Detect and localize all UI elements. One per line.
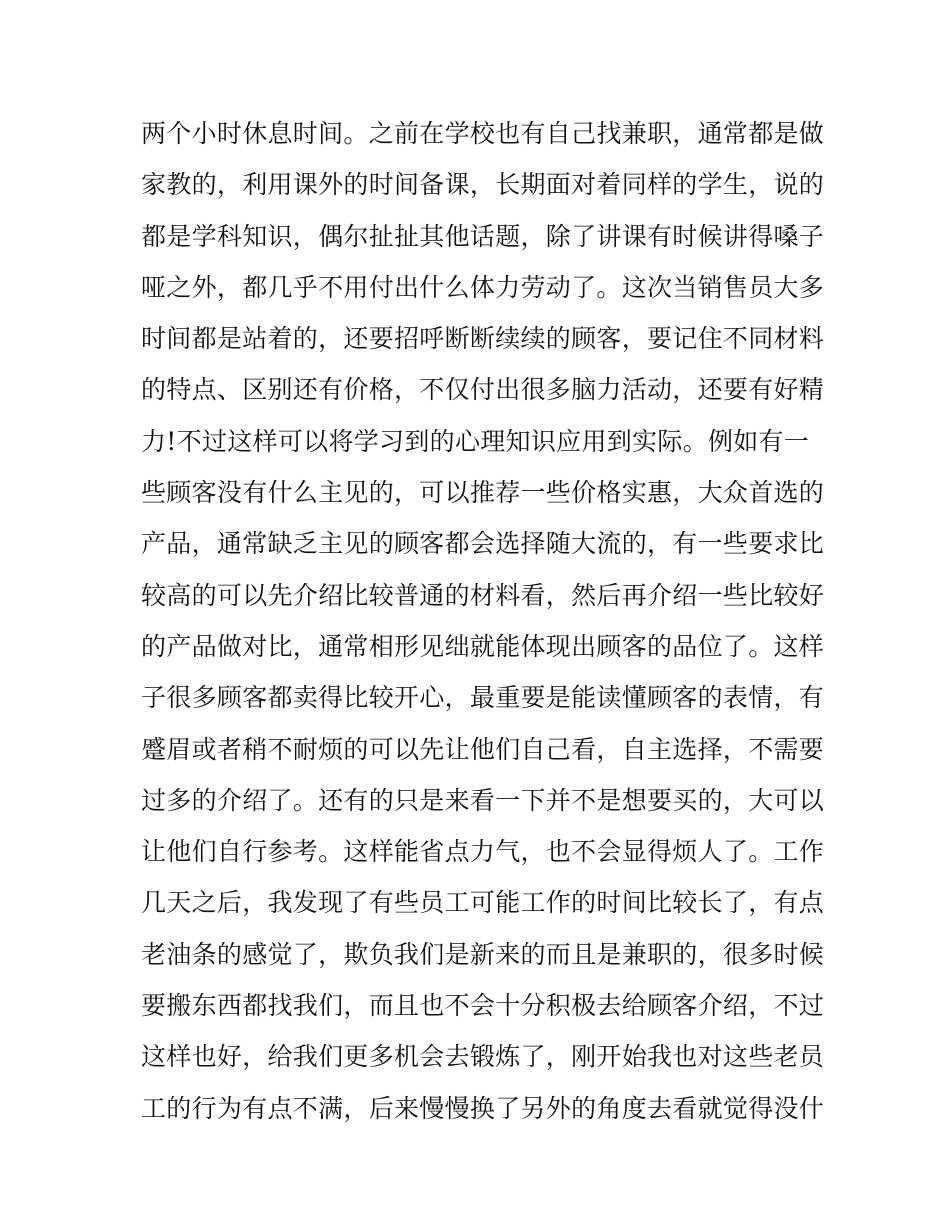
text-line: 让他们自行参考。这样能省点力气，也不会显得烦人了。工作 [141, 837, 825, 867]
text-line: 蹙眉或者稍不耐烦的可以先让他们自己看，自主选择，不需要 [141, 734, 825, 764]
text-line: 老油条的感觉了，欺负我们是新来的而且是兼职的，很多时候 [141, 939, 825, 969]
text-line: 几天之后，我发现了有些员工可能工作的时间比较长了，有点 [141, 888, 825, 918]
text-line: 要搬东西都找我们，而且也不会十分积极去给顾客介绍，不过 [141, 991, 825, 1021]
text-line: 产品，通常缺乏主见的顾客都会选择随大流的，有一些要求比 [141, 529, 825, 559]
text-line: 的特点、区别还有价格，不仅付出很多脑力活动，还要有好精 [141, 375, 825, 405]
text-line: 较高的可以先介绍比较普通的材料看，然后再介绍一些比较好 [141, 580, 825, 610]
text-line: 时间都是站着的，还要招呼断断续续的顾客，要记住不同材料 [141, 324, 825, 354]
text-line: 家教的，利用课外的时间备课，长期面对着同样的学生，说的 [141, 170, 825, 200]
text-line: 些顾客没有什么主见的，可以推荐一些价格实惠，大众首选的 [141, 478, 825, 508]
text-line: 这样也好，给我们更多机会去锻炼了，刚开始我也对这些老员 [141, 1042, 825, 1072]
text-line: 的产品做对比，通常相形见绌就能体现出顾客的品位了。这样 [141, 631, 825, 661]
text-line: 子很多顾客都卖得比较开心，最重要是能读懂顾客的表情，有 [141, 683, 825, 713]
text-line: 两个小时休息时间。之前在学校也有自己找兼职，通常都是做 [141, 119, 825, 148]
text-line: 都是学科知识，偶尔扯扯其他话题，除了讲课有时候讲得嗓子 [141, 221, 825, 251]
text-line: 力!不过这样可以将学习到的心理知识应用到实际。例如有一 [141, 426, 810, 456]
text-line: 哑之外，都几乎不用付出什么体力劳动了。这次当销售员大多 [141, 272, 825, 302]
body-text [141, 108, 825, 1134]
text-line: 工的行为有点不满，后来慢慢换了另外的角度去看就觉得没什 [141, 1093, 825, 1123]
text-line: 过多的介绍了。还有的只是来看一下并不是想要买的，大可以 [141, 785, 825, 815]
